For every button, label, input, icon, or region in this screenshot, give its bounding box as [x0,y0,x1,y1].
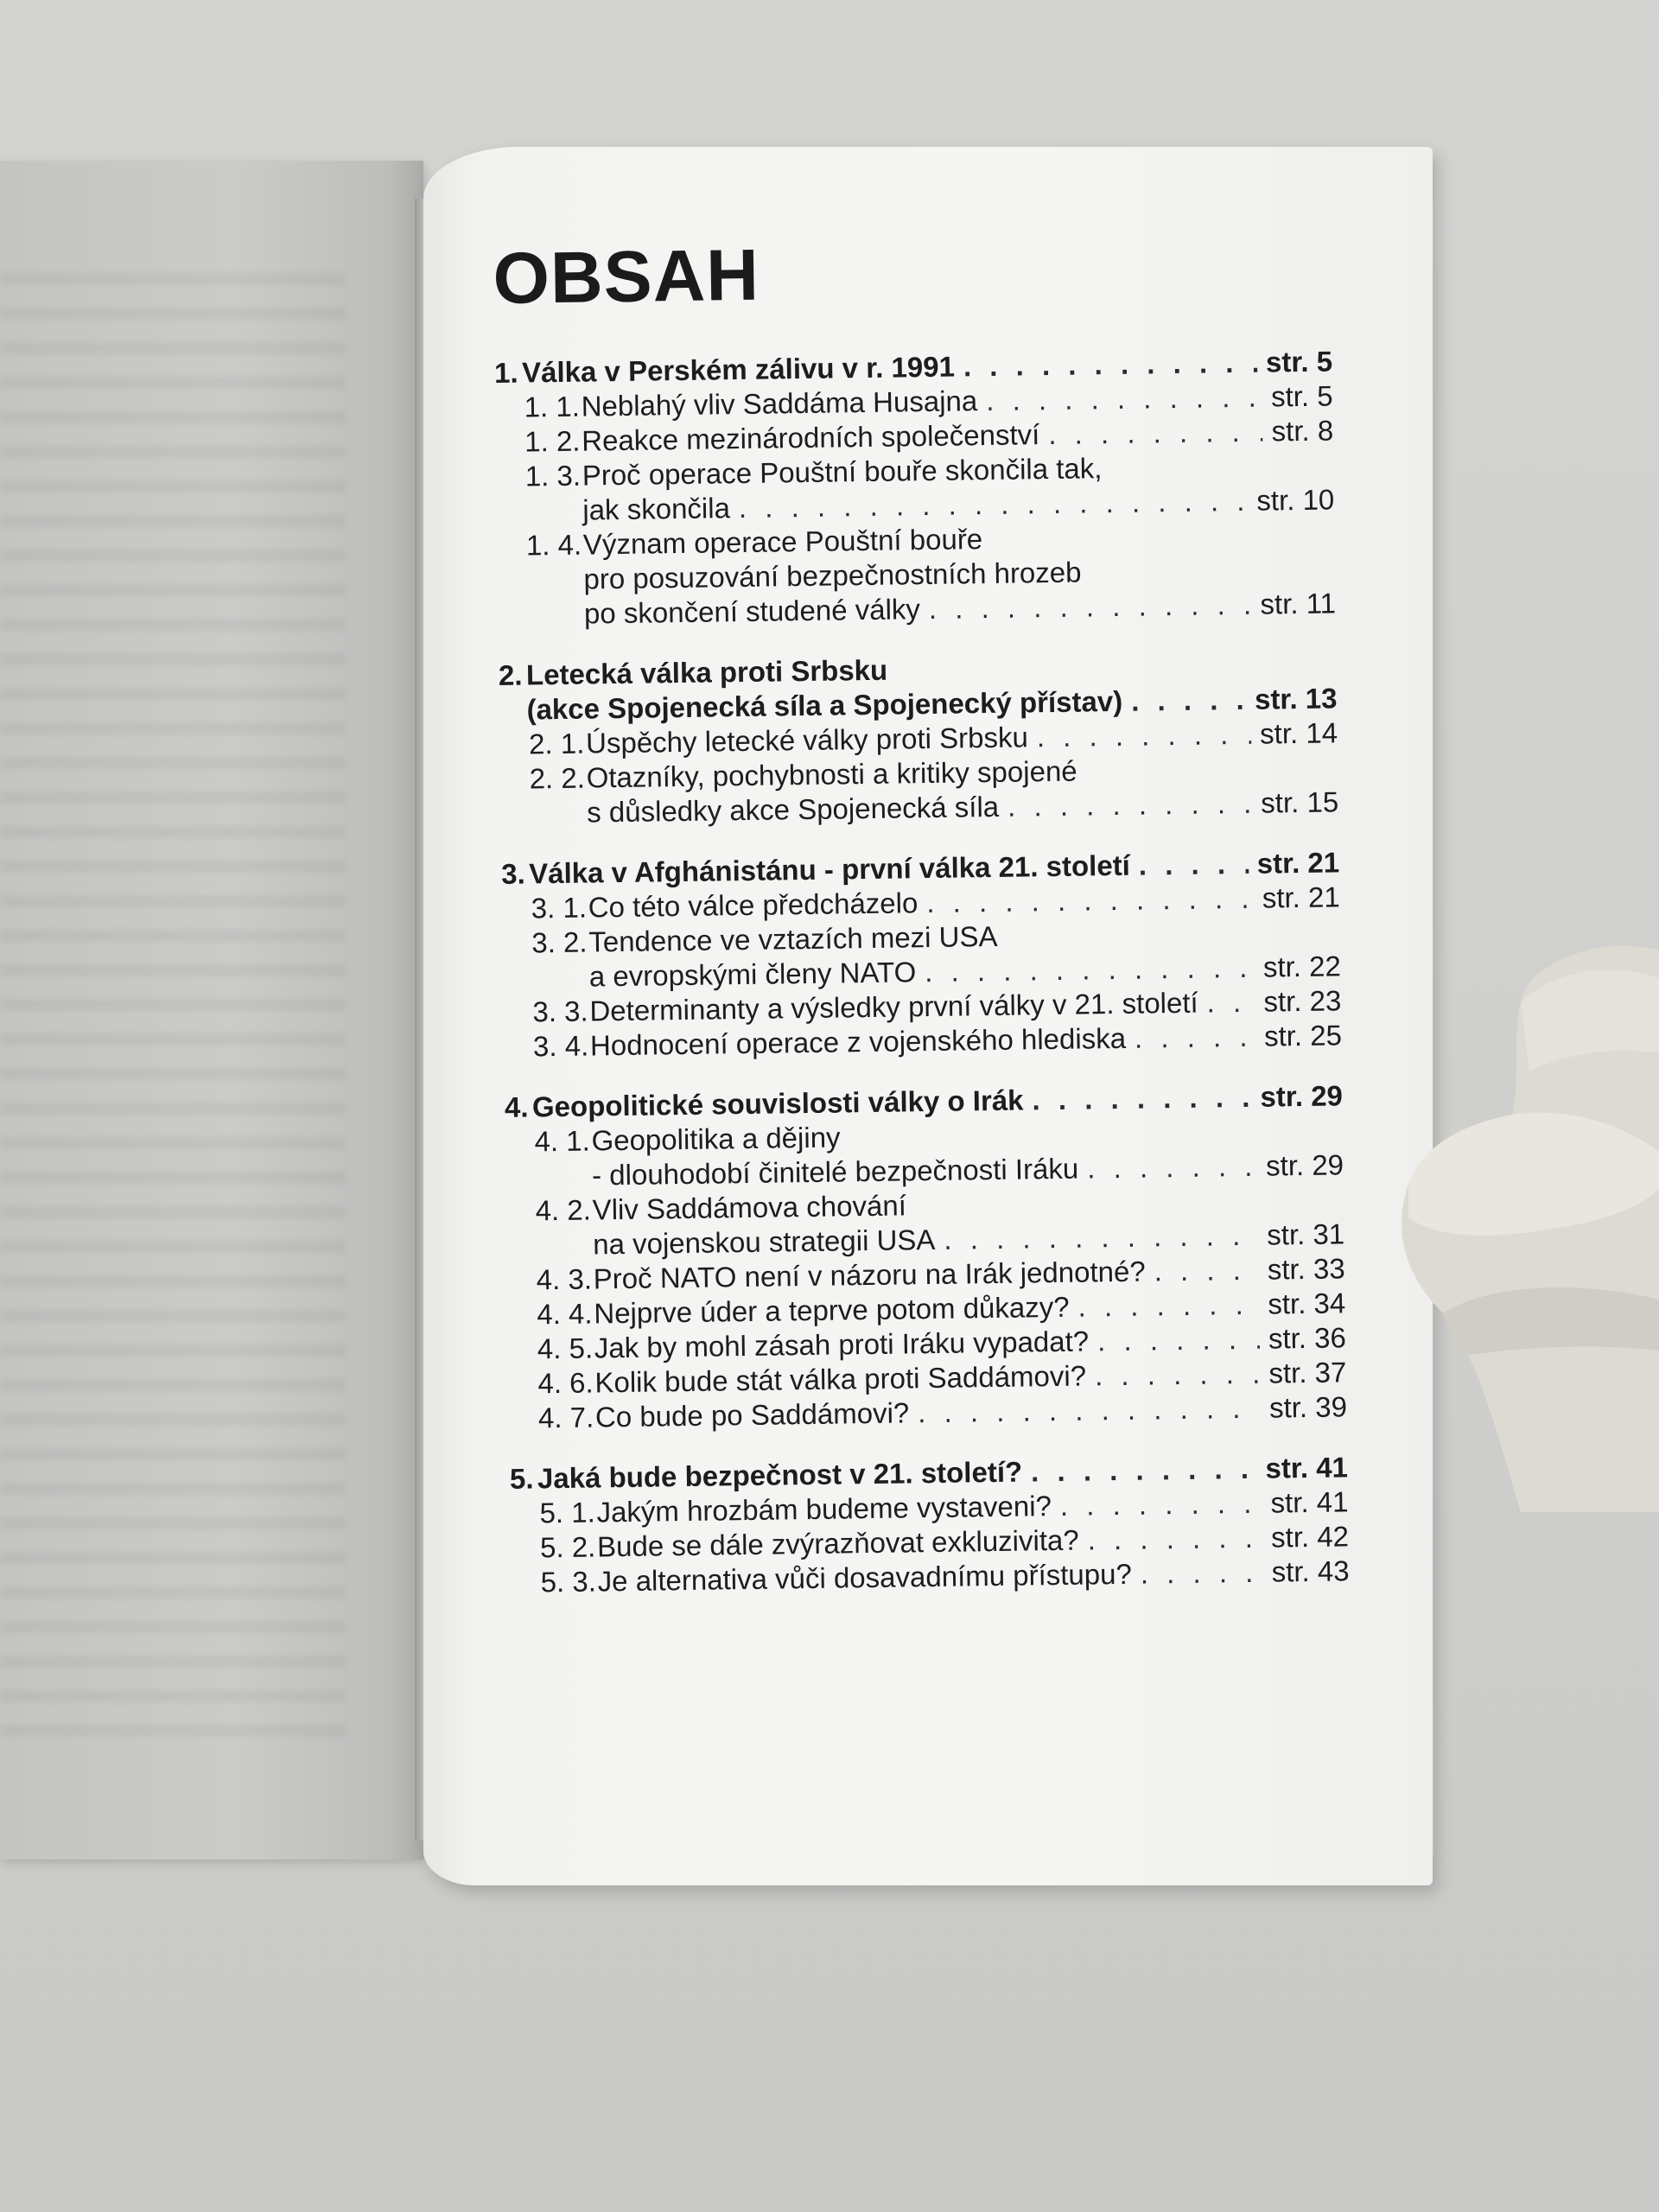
dot-leader [963,346,1258,385]
toc-section [494,344,1336,632]
section-title: (akce Spojenecká síla a Spojenecký přístav) [526,684,1123,726]
page-reference: str. 5 [1265,345,1333,378]
item-title: Jak by mohl zásah proti Iráku vypadat? [594,1325,1090,1364]
section-number: 1. [493,356,518,389]
page-reference: str. 39 [1268,1390,1348,1424]
dot-leader [1007,786,1253,824]
dot-leader [1087,1149,1257,1186]
item-title: Otazníky, pochybnosti a kritiky spojené [586,754,1077,794]
indent [498,589,584,590]
item-number: 4. 5. [537,1332,594,1365]
section-number: 3. [500,857,526,890]
page-reference: str. 14 [1259,716,1338,750]
item-title: Co bude po Saddámovi? [594,1396,910,1433]
section-title: Letecká válka proti Srbsku [525,653,888,691]
page-reference: str. 8 [1271,414,1334,448]
item-title: Proč NATO není v názoru na Irák jednotné? [593,1255,1146,1295]
item-number: 3. 2. [531,925,588,959]
item-number: 4. 7. [537,1401,594,1434]
page-reference: str. 11 [1260,587,1337,620]
indent [506,1254,593,1255]
item-number: 2. 1. [528,727,585,760]
toc-section [501,845,1342,1065]
item-title: Co této válce předcházelo [588,887,918,924]
page-reference: str. 41 [1265,1451,1349,1484]
dot-leader [1032,1080,1252,1118]
page-reference: str. 21 [1262,880,1340,914]
dot-leader [925,950,1255,989]
item-title: Kolik bude stát válka proti Saddámovi? [594,1359,1087,1399]
page-reference: str. 41 [1270,1485,1349,1519]
item-number: 4. 4. [537,1297,593,1331]
item-number: 5. 3. [540,1565,597,1599]
page-reference: str. 10 [1256,483,1335,517]
item-title: Bude se dále zvýrazňovat exkluzivita? [596,1523,1079,1563]
item-title: - dlouhodobí činitelé bezpečnosti Iráku [591,1152,1079,1192]
item-title: na vojenskou strategii USA [592,1223,936,1261]
page-reference: str. 29 [1260,1079,1344,1113]
toc-section [499,646,1339,831]
toc-section [505,1078,1347,1436]
item-title: Neblahý vliv Saddáma Husajna [581,385,978,423]
page-reference: str. 34 [1268,1287,1346,1320]
page-reference: str. 23 [1263,984,1342,1018]
item-title: po skončení studené války [583,593,921,630]
contents-page [423,147,1433,1885]
item-title: Je alternativa vůči dosavadnímu přístupu? [597,1557,1133,1598]
bleed-through-text [0,273,346,1742]
item-number: 4. 2. [535,1193,592,1227]
item-number: 3. 3. [532,995,588,1028]
item-title: jak skončila [582,492,731,526]
dot-leader [1048,415,1263,452]
section-title: Válka v Perském zálivu v r. 1991 [521,350,956,389]
page-reference: str. 37 [1268,1356,1347,1389]
item-title: a evropskými členy NATO [588,956,917,993]
dot-leader [1087,1521,1262,1558]
page-title: OBSAH [492,233,760,319]
left-page [0,161,423,1859]
page-reference: str. 43 [1271,1554,1350,1588]
item-number: 5. 1. [539,1496,596,1529]
item-number: 1. 2. [524,424,581,458]
toc-body [494,344,1350,1599]
page-reference: str. 33 [1267,1252,1345,1286]
item-title: Proč operace Pouštní bouře skončila tak, [582,452,1103,492]
page-reference: str. 13 [1254,682,1338,715]
dot-leader [1154,1253,1259,1289]
indent [503,987,589,988]
item-number: 1. 3. [524,459,582,493]
dot-leader [986,380,1262,418]
section-number: 4. [504,1090,529,1123]
dot-leader [1097,1322,1260,1359]
toc-section [510,1450,1350,1600]
item-number: 3. 4. [532,1029,589,1063]
dot-leader [739,484,1249,525]
item-title: s důsledky akce Spojenecká síla [586,790,1000,829]
indent [497,520,583,521]
item-number: 1. 4. [525,528,582,562]
dot-leader [1135,1020,1256,1056]
item-title: Význam operace Pouštní bouře [582,523,983,561]
page-reference: str. 25 [1263,1019,1343,1052]
section-title: Jaká bude bezpečnost v 21. století? [537,1455,1023,1495]
page-reference: str. 42 [1270,1520,1350,1554]
dot-leader [929,588,1252,626]
item-number: 2. 2. [529,761,586,795]
item-title: Úspěchy letecké války proti Srbsku [585,721,1029,760]
item-title: Nejprve úder a teprve potom důkazy? [594,1290,1070,1330]
section-title: Válka v Afghánistánu - první válka 21. století [528,849,1131,890]
item-title: Geopolitika a dějiny [591,1121,841,1157]
item-title: pro posuzování bezpečnostních hrozeb [583,556,1082,595]
dot-leader [1131,683,1246,719]
item-title: Determinanty a výsledky první války v 21. století [589,986,1198,1027]
page-reference: str. 31 [1266,1217,1345,1251]
table-of-contents [493,230,1350,1625]
indent [498,624,584,625]
page-reference: str. 22 [1262,950,1342,983]
item-number: 1. 1. [524,390,581,423]
dot-leader [1206,985,1255,1020]
item-number: 3. 1. [531,891,588,925]
dot-leader [918,1391,1261,1431]
page-reference: str. 36 [1268,1321,1347,1355]
dot-leader [1095,1357,1261,1394]
dot-leader [1141,1555,1263,1592]
dot-leader [1037,717,1252,754]
item-title: Tendence ve vztazích mezi USA [588,919,998,958]
item-number: 5. 2. [539,1530,596,1564]
item-title: Vliv Saddámova chování [592,1189,907,1226]
dot-leader [1139,847,1249,883]
item-title: Reakce mezinárodních společenství [581,418,1040,457]
section-number: 5. [509,1462,534,1495]
dot-leader [1031,1452,1257,1490]
page-reference: str. 5 [1270,379,1333,413]
dot-leader [1060,1486,1262,1523]
item-title: Hodnocení operace z vojenského hlediska [589,1021,1127,1062]
item-number: 4. 1. [534,1124,591,1158]
page-reference: str. 21 [1256,846,1340,880]
dot-leader [926,881,1254,920]
item-number: 4. 3. [536,1262,593,1296]
section-title: Geopolitické souvislosti války o Irák [531,1084,1024,1123]
section-number: 2. [498,658,523,691]
dot-leader [1077,1287,1259,1325]
page-reference: str. 29 [1265,1148,1344,1182]
dot-leader [944,1218,1258,1257]
item-title: Jakým hrozbám budeme vystaveni? [596,1490,1052,1529]
item-number: 4. 6. [537,1366,594,1400]
page-reference: str. 15 [1261,785,1339,819]
